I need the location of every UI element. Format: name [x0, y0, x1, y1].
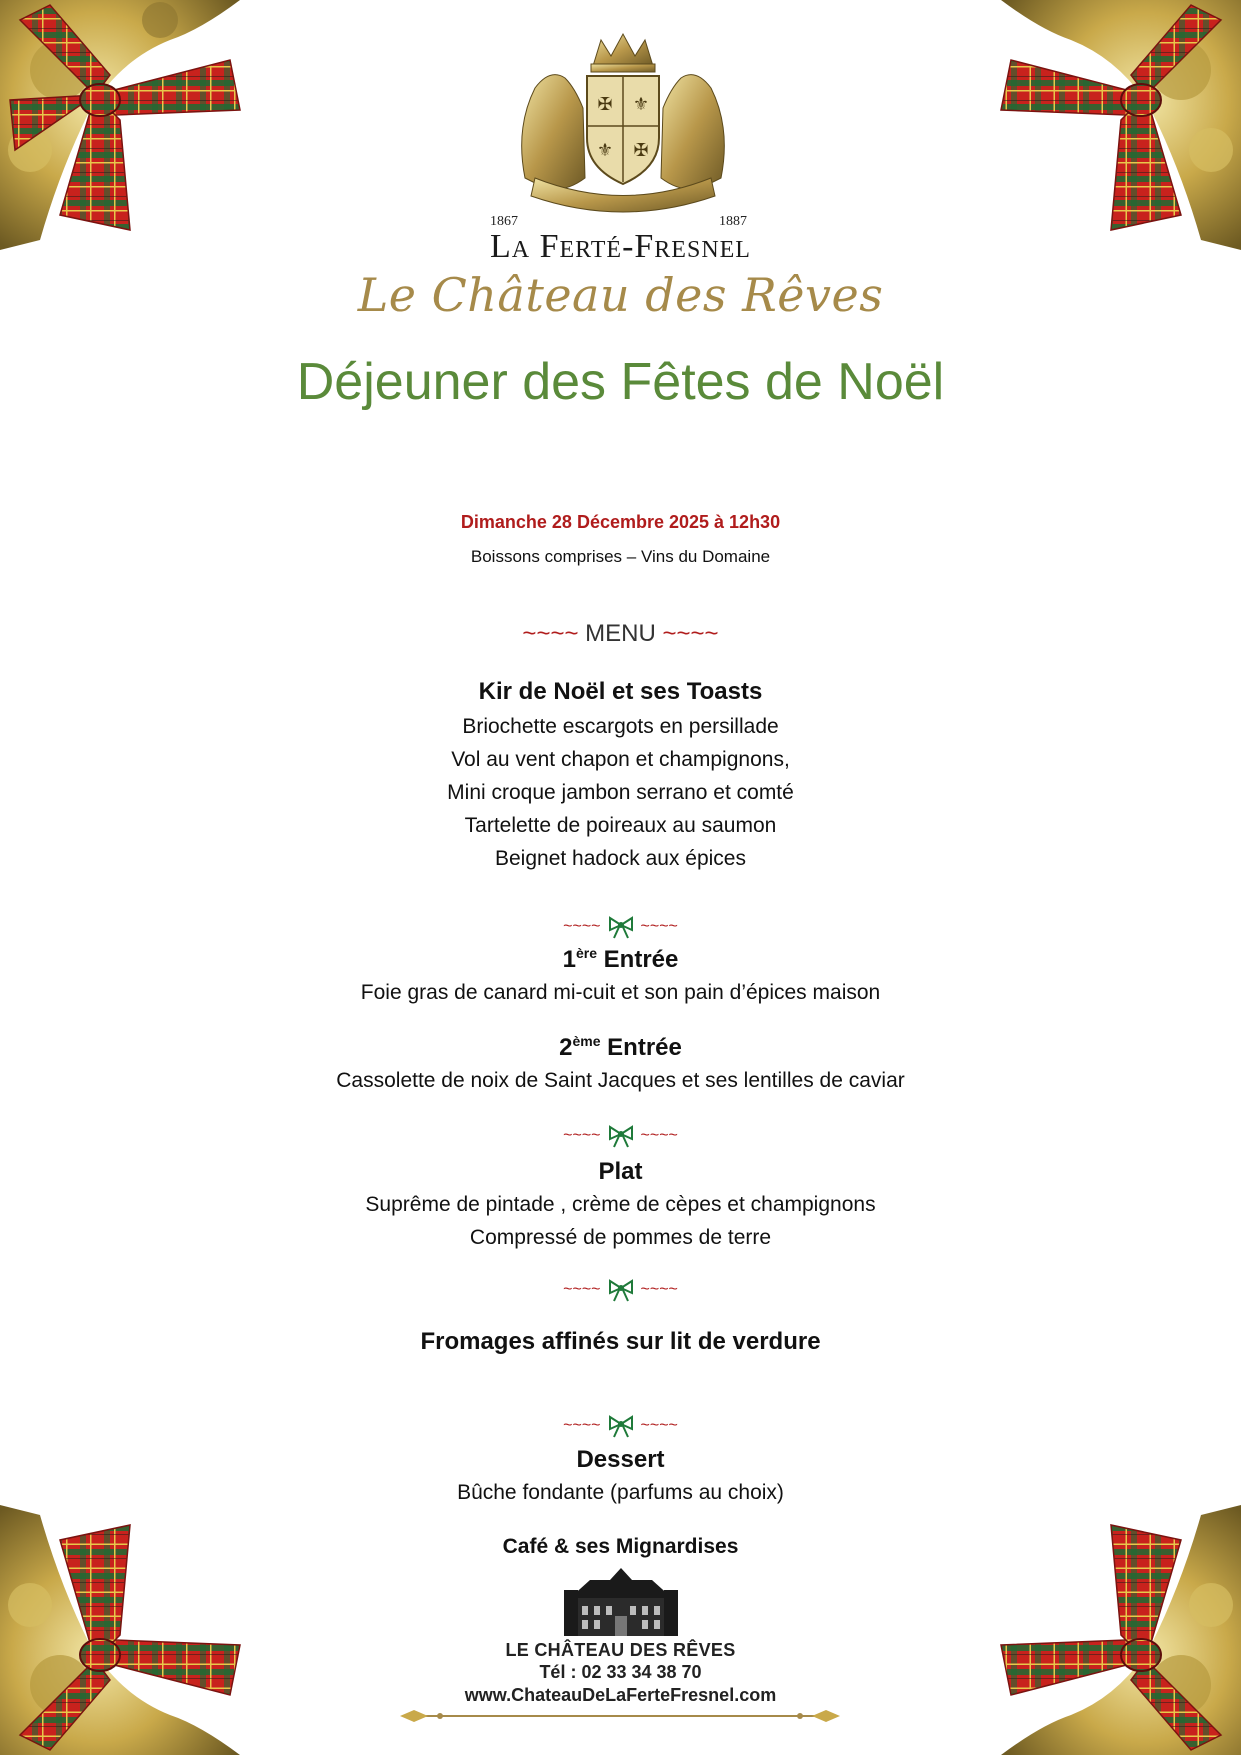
menu-heading [0, 620, 1241, 648]
aperitif-item: Vol au vent chapon et champignons, [451, 748, 790, 771]
tilde-left: ~~~~ [522, 620, 579, 647]
entree1-title [0, 945, 1241, 974]
divider-tilde: ~~~~ [640, 918, 678, 935]
plat-item: Suprême de pintade , crème de cèpes et champignons [365, 1193, 876, 1216]
corner-bow-decoration-top-left [0, 0, 250, 250]
divider-tilde: ~~~~ [640, 1127, 678, 1144]
section-divider [0, 1276, 1241, 1304]
divider-tilde: ~~~~ [563, 918, 601, 935]
aperitif-list [0, 710, 1241, 875]
svg-text:⚜: ⚜ [632, 94, 650, 114]
divider-tilde: ~~~~ [563, 1417, 601, 1434]
section-divider [0, 913, 1241, 941]
entree2-section [0, 1033, 1241, 1097]
plat-title: Plat [598, 1158, 643, 1185]
bow-icon [607, 1278, 635, 1302]
entree1-item: Foie gras de canard mi-cuit et son pain d’épices maison [360, 981, 881, 1004]
aperitif-section [0, 678, 1241, 875]
brand-script: Le Château des Rêves [357, 268, 884, 322]
entree1-sup: ère [575, 945, 597, 961]
footer-ornament [400, 1700, 840, 1730]
aperitif-item: Briochette escargots en persillade [462, 715, 779, 738]
divider-tilde: ~~~~ [563, 1127, 601, 1144]
menu-heading-label: MENU [585, 620, 656, 647]
drinks-note: Boissons comprises – Vins du Domaine [470, 547, 771, 566]
aperitif-item: Tartelette de poireaux au saumon [464, 814, 777, 837]
divider-tilde: ~~~~ [640, 1417, 678, 1434]
cheese-title: Fromages affinés sur lit de verdure [420, 1328, 821, 1355]
chateau-crest-logo [505, 28, 741, 228]
dessert-section [0, 1446, 1241, 1509]
page-title: Déjeuner des Fêtes de Noël [296, 353, 945, 411]
entree2-number: 2 [559, 1034, 573, 1061]
entree2-item: Cassolette de noix de Saint Jacques et ses lentilles de caviar [336, 1069, 905, 1092]
svg-text:✠: ✠ [633, 140, 649, 160]
entree1-word: Entrée [603, 946, 679, 973]
entree2-title [0, 1033, 1241, 1062]
year-right: 1887 [719, 214, 747, 229]
corner-bow-decoration-top-right [991, 0, 1241, 250]
footer-phone: Tél : 02 33 34 38 70 [539, 1662, 702, 1682]
svg-text:✠: ✠ [597, 94, 613, 114]
section-divider [0, 1122, 1241, 1150]
brand-name: La Ferté-Fresnel [490, 228, 751, 265]
entree2-sup: ème [572, 1033, 601, 1049]
bow-icon [607, 1124, 635, 1148]
footer-name: LE CHÂTEAU DES RÊVES [505, 1640, 736, 1660]
aperitif-title: Kir de Noël et ses Toasts [478, 678, 763, 705]
dessert-item: Bûche fondante (parfums au choix) [457, 1481, 784, 1504]
entree1-section [0, 945, 1241, 1009]
chateau-building-icon [560, 1568, 682, 1640]
aperitif-item: Beignet hadock aux épices [494, 847, 746, 870]
coffee-title: Café & ses Mignardises [502, 1535, 739, 1558]
divider-tilde: ~~~~ [563, 1281, 601, 1298]
divider-tilde: ~~~~ [640, 1281, 678, 1298]
dessert-title: Dessert [576, 1446, 665, 1473]
year-left: 1867 [490, 214, 518, 229]
plat-item: Compressé de pommes de terre [469, 1226, 772, 1249]
aperitif-item: Mini croque jambon serrano et comté [447, 781, 794, 804]
bow-icon [607, 915, 635, 939]
bow-icon [607, 1414, 635, 1438]
footer-website[interactable]: www.ChateauDeLaFerteFresnel.com [464, 1685, 777, 1705]
svg-text:⚜: ⚜ [596, 140, 614, 160]
plat-section [0, 1158, 1241, 1254]
tilde-right: ~~~~ [662, 620, 719, 647]
entree1-number: 1 [562, 946, 576, 973]
section-divider [0, 1412, 1241, 1440]
entree2-word: Entrée [607, 1034, 682, 1061]
event-date: Dimanche 28 Décembre 2025 à 12h30 [460, 512, 781, 532]
